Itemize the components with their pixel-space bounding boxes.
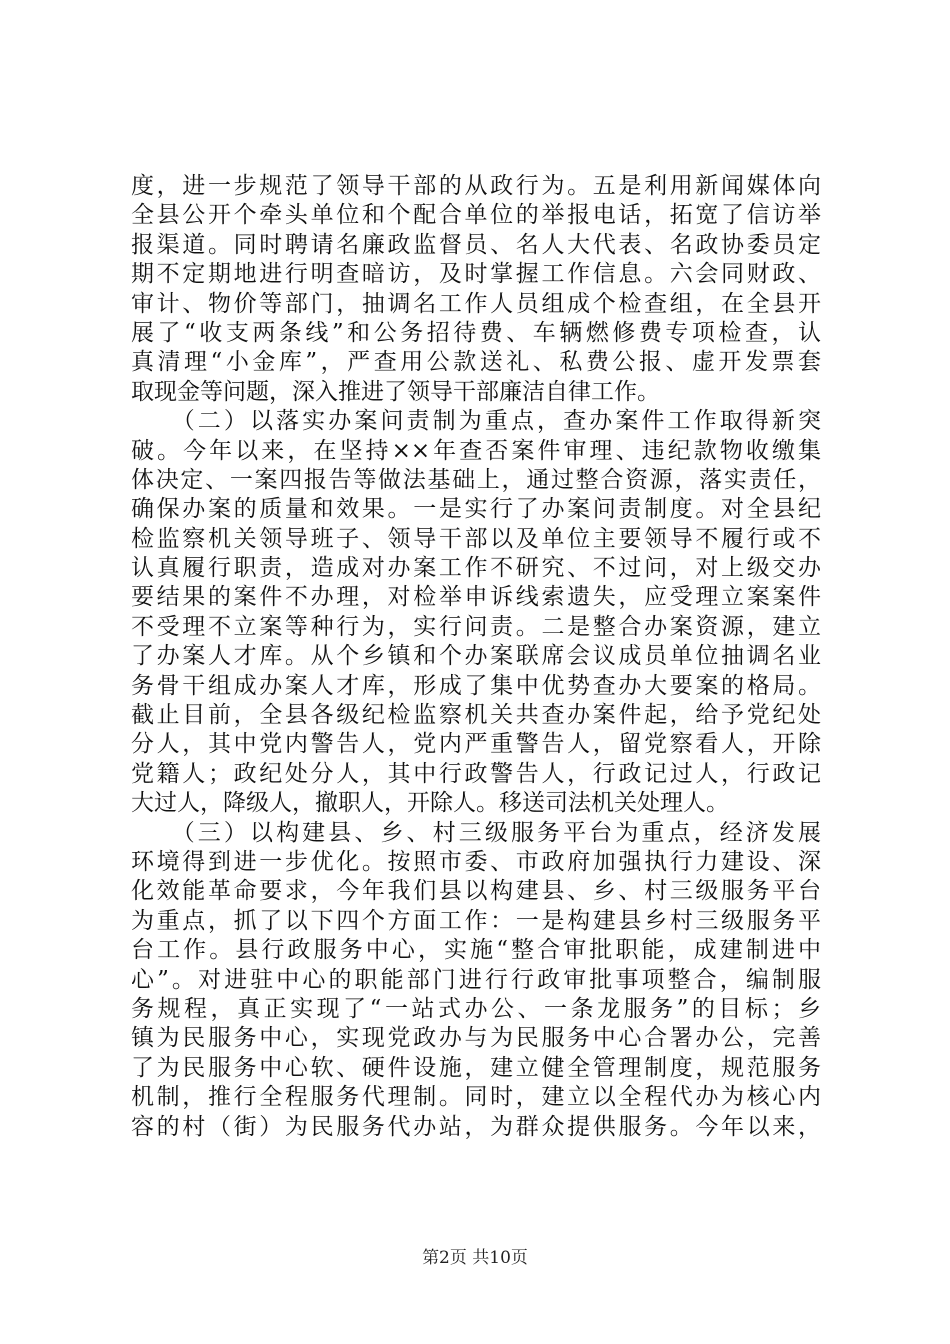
text-line: 确保办案的质量和效果。一是实行了办案问责制度。对全县纪 bbox=[131, 496, 821, 523]
text-line: 镇为民服务中心，实现党政办与为民服务中心合署办公，完善 bbox=[131, 1025, 821, 1052]
text-line: 报渠道。同时聘请名廉政监督员、名人大代表、名政协委员定 bbox=[131, 231, 821, 258]
text-line: 为重点，抓了以下四个方面工作：一是构建县乡村三级服务平 bbox=[131, 907, 821, 934]
text-line: 心”。对进驻中心的职能部门进行行政审批事项整合，编制服 bbox=[131, 966, 821, 993]
page-number-footer: 第2页 共10页 bbox=[422, 1248, 528, 1268]
text-line: 截止目前，全县各级纪检监察机关共查办案件起，给予党纪处 bbox=[131, 702, 821, 729]
text-line: 大过人，降级人，撤职人，开除人。移送司法机关处理人。 bbox=[131, 790, 729, 817]
text-line: 取现金等问题，深入推进了领导干部廉洁自律工作。 bbox=[131, 378, 660, 405]
text-line: 展了“收支两条线”和公务招待费、车辆燃修费专项检查，认 bbox=[131, 319, 821, 346]
text-line: 全县公开个牵头单位和个配合单位的举报电话，拓宽了信访举 bbox=[131, 202, 821, 229]
text-line: 认真履行职责，造成对办案工作不研究、不过问，对上级交办 bbox=[131, 555, 821, 582]
text-line: 要结果的案件不办理，对检举申诉线索遗失，应受理立案案件 bbox=[131, 584, 821, 611]
text-line: 了办案人才库。从个乡镇和个办案联席会议成员单位抽调名业 bbox=[131, 643, 821, 670]
text-line: 容的村（街）为民服务代办站，为群众提供服务。今年以来， bbox=[131, 1113, 821, 1140]
text-line: 审计、物价等部门，抽调名工作人员组成个检查组，在全县开 bbox=[131, 290, 821, 317]
text-line: 不受理不立案等种行为，实行问责。二是整合办案资源，建立 bbox=[131, 613, 821, 640]
text-line: 检监察机关领导班子、领导干部以及单位主要领导不履行或不 bbox=[131, 525, 821, 552]
text-line: 环境得到进一步优化。按照市委、市政府加强执行力建设、深 bbox=[131, 848, 821, 875]
text-line: 务规程，真正实现了“一站式办公、一条龙服务”的目标；乡 bbox=[131, 995, 821, 1022]
text-line: 体决定、一案四报告等做法基础上，通过整合资源，落实责任， bbox=[131, 466, 821, 493]
text-line: 化效能革命要求，今年我们县以构建县、乡、村三级服务平台 bbox=[131, 878, 821, 905]
text-line: （二）以落实办案问责制为重点，查办案件工作取得新突 bbox=[131, 408, 821, 435]
text-line: 党籍人；政纪处分人，其中行政警告人，行政记过人，行政记 bbox=[131, 760, 821, 787]
text-line: 期不定期地进行明查暗访，及时掌握工作信息。六会同财政、 bbox=[131, 261, 821, 288]
text-line: 破。今年以来，在坚持××年查否案件审理、违纪款物收缴集 bbox=[131, 437, 821, 464]
text-line: 了为民服务中心软、硬件设施，建立健全管理制度，规范服务 bbox=[131, 1054, 821, 1081]
text-line: 台工作。县行政服务中心，实施“整合审批职能，成建制进中 bbox=[131, 937, 821, 964]
text-line: 务骨干组成办案人才库，形成了集中优势查办大要案的格局。 bbox=[131, 672, 821, 699]
text-line: 机制，推行全程服务代理制。同时，建立以全程代办为核心内 bbox=[131, 1084, 821, 1111]
document-body bbox=[131, 172, 821, 1142]
text-line: 度，进一步规范了领导干部的从政行为。五是利用新闻媒体向 bbox=[131, 173, 821, 199]
text-line: （三）以构建县、乡、村三级服务平台为重点，经济发展 bbox=[131, 819, 821, 846]
text-line: 分人，其中党内警告人，党内严重警告人，留党察看人，开除 bbox=[131, 731, 821, 758]
text-line: 真清理“小金库”，严查用公款送礼、私费公报、虚开发票套 bbox=[131, 349, 821, 376]
